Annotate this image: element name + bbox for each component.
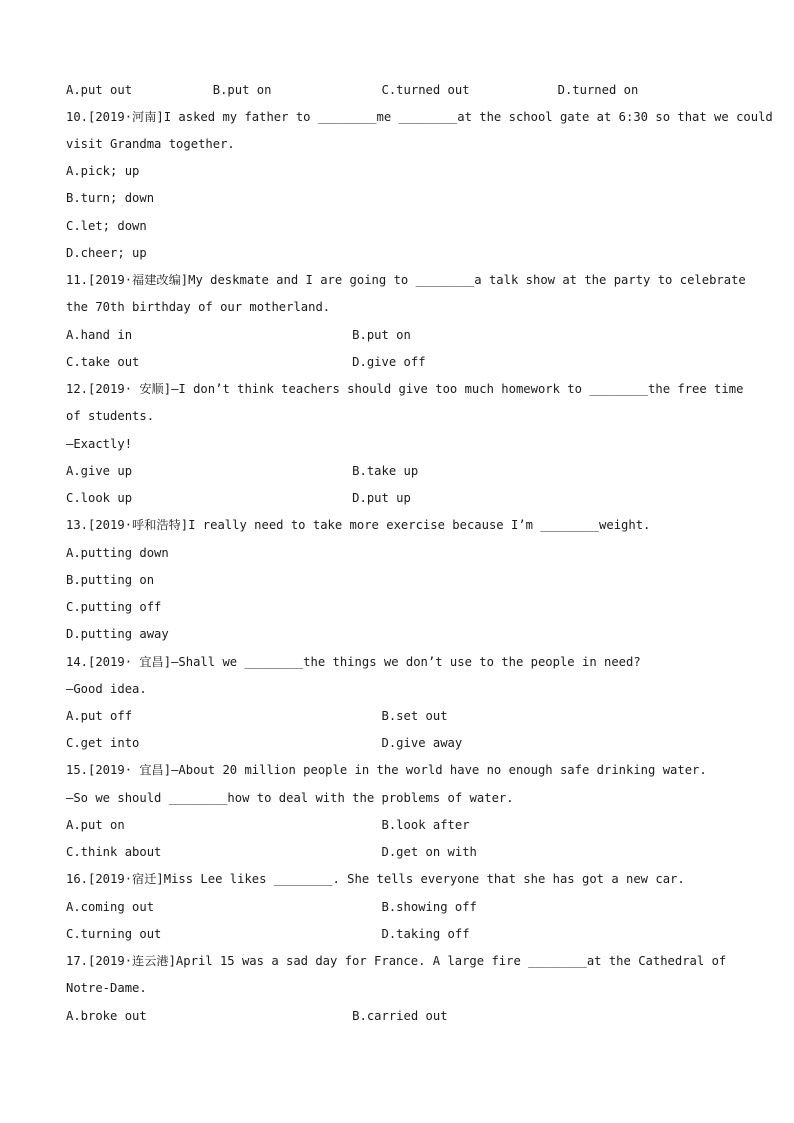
options-11-cd: C.take out D.give off: [66, 355, 426, 369]
text-line-options-9: A.put out B.put on C.turned out D.turned on: [66, 83, 639, 97]
option-10-c: C.let; down: [66, 219, 147, 233]
option-10-b: B.turn; down: [66, 191, 155, 205]
options-14-cd: C.get into D.give away: [66, 736, 463, 750]
question-15-reply: —So we should ________how to deal with the problems of water.: [66, 791, 514, 805]
question-12-cont: of students.: [66, 409, 155, 423]
option-10-a: A.pick; up: [66, 164, 140, 178]
options-14-ab: A.put off B.set out: [66, 709, 448, 723]
options-12-ab: A.give up B.take up: [66, 464, 419, 478]
question-11: 11.[2019·福建改编]My deskmate and I are going to ________a talk show at the party to celebrate: [66, 273, 746, 287]
question-10-cont: visit Grandma together.: [66, 137, 235, 151]
option-13-a: A.putting down: [66, 546, 169, 560]
options-16-cd: C.turning out D.taking off: [66, 927, 470, 941]
question-12-reply: —Exactly!: [66, 437, 133, 451]
question-16: 16.[2019·宿迁]Miss Lee likes ________. She tells everyone that she has got a new car.: [66, 872, 685, 886]
options-17-ab: A.broke out B.carried out: [66, 1009, 448, 1023]
question-17: 17.[2019·连云港]April 15 was a sad day for France. A large fire ________at the Cathedral of: [66, 954, 727, 968]
option-13-b: B.putting on: [66, 573, 155, 587]
options-16-ab: A.coming out B.showing off: [66, 900, 477, 914]
question-14: 14.[2019· 宜昌]—Shall we ________the things we don’t use to the people in need?: [66, 655, 641, 669]
question-15: 15.[2019· 宜昌]—About 20 million people in the world have no enough safe drinking water.: [66, 763, 707, 777]
question-10: 10.[2019·河南]I asked my father to ________me ________at the school gate at 6:30 so that we could: [66, 110, 773, 124]
option-13-d: D.putting away: [66, 627, 169, 641]
options-15-cd: C.think about D.get on with: [66, 845, 477, 859]
options-12-cd: C.look up D.put up: [66, 491, 411, 505]
question-14-reply: —Good idea.: [66, 682, 147, 696]
option-13-c: C.putting off: [66, 600, 162, 614]
options-11-ab: A.hand in B.put on: [66, 328, 411, 342]
question-12: 12.[2019· 安顺]—I don’t think teachers should give too much homework to ________the free time: [66, 382, 744, 396]
options-15-ab: A.put on B.look after: [66, 818, 470, 832]
option-10-d: D.cheer; up: [66, 246, 147, 260]
question-17-cont: Notre-Dame.: [66, 981, 147, 995]
question-11-cont: the 70th birthday of our motherland.: [66, 300, 331, 314]
question-13: 13.[2019·呼和浩特]I really need to take more exercise because I’m ________weight.: [66, 518, 651, 532]
